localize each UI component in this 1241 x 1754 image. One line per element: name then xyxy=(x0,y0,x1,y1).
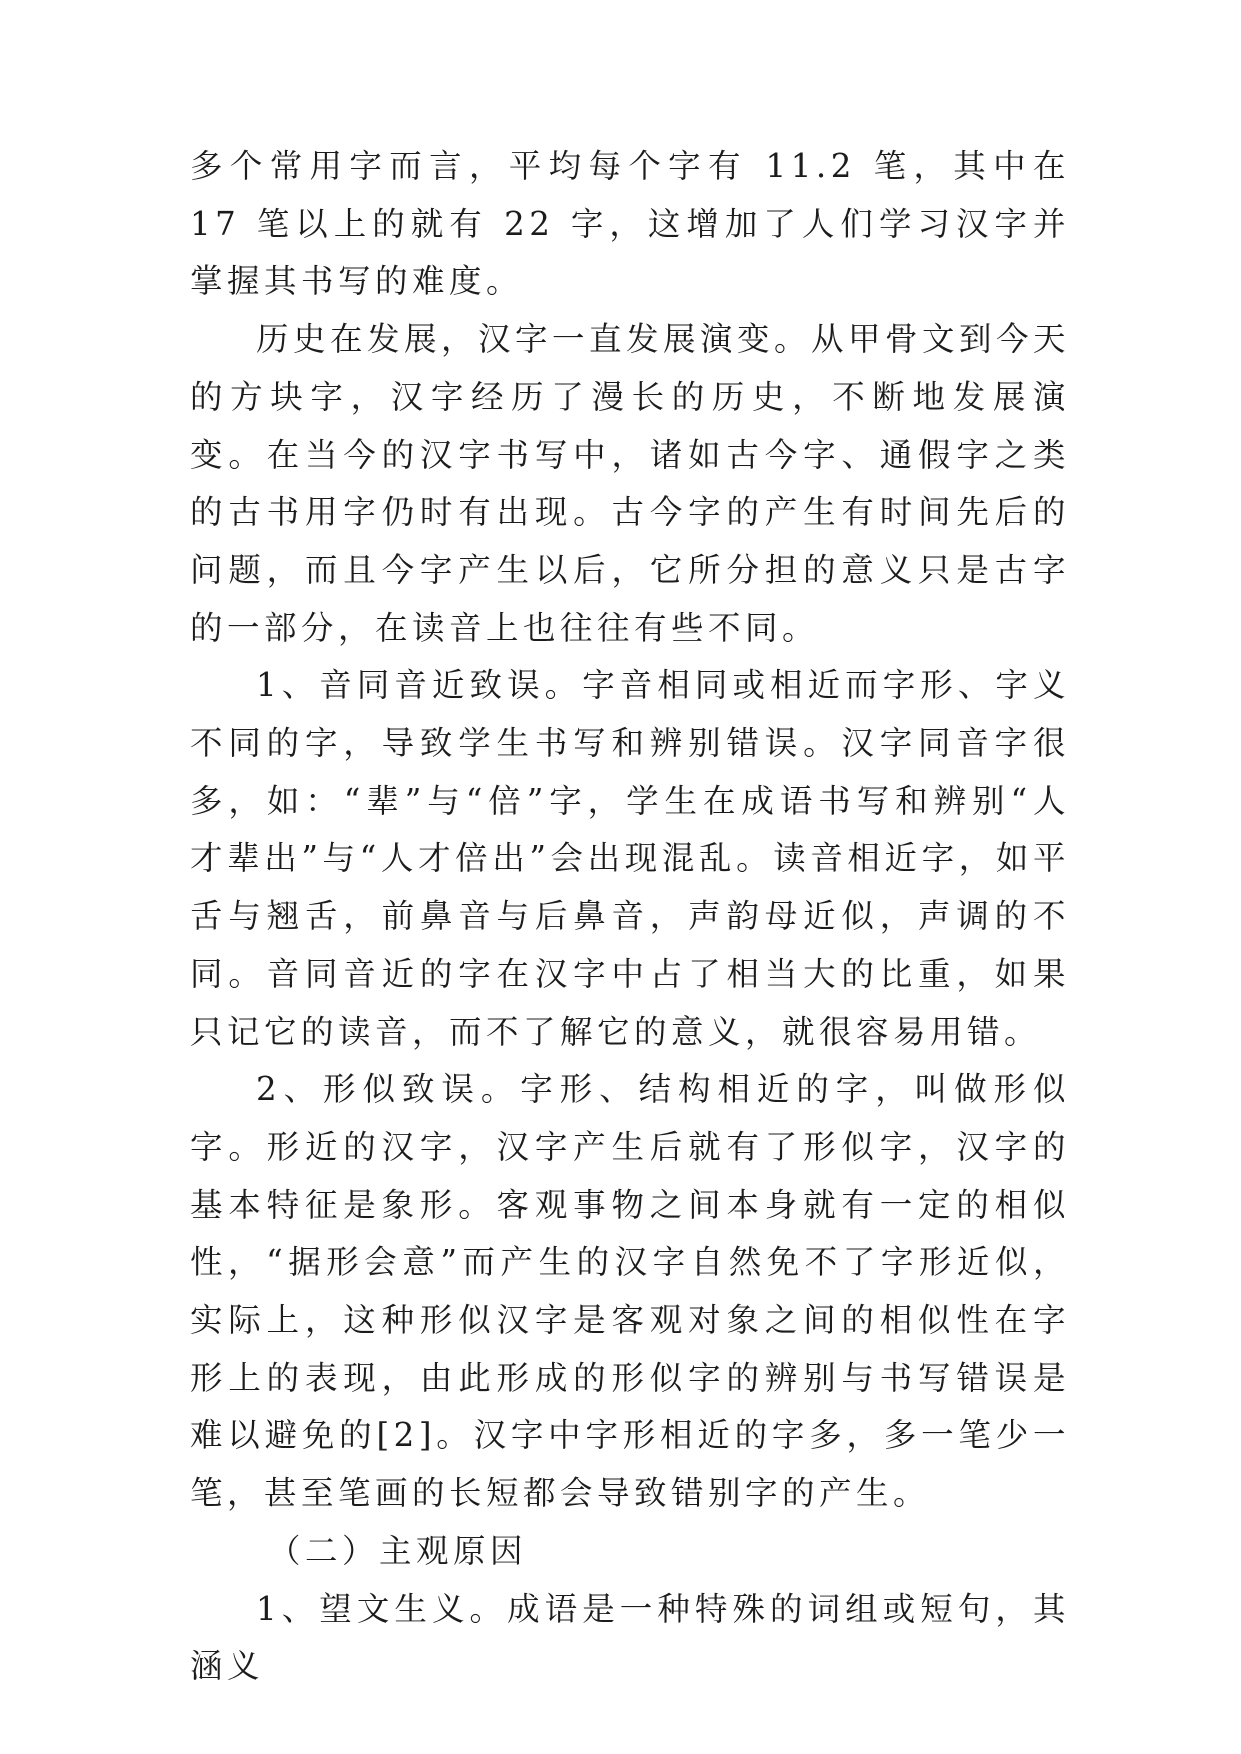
section-heading-subjective-causes: （二）主观原因 xyxy=(268,1531,528,1570)
paragraph-literal-interpretation: 1、望文生义。成语是一种特殊的词组或短句，其涵义 xyxy=(190,1589,1070,1686)
paragraph-history: 历史在发展，汉字一直发展演变。从甲骨文到今天的方块字，汉字经历了漫长的历史，不断地发展演变。在当今的汉字书写中，诸如古今字、通假字之类的古书用字仍时有出现。古今字的产生有时间先后的问题，而且今字产生以后，它所分担的意义只是古字的一部分，在读音上也往往有些不同。 xyxy=(190,320,1071,647)
document-page xyxy=(190,138,1070,1696)
paragraph-continued: 多个常用字而言，平均每个字有 11.2 笔，其中在 17 笔以上的就有 22 字，这增加了人们学习汉字并掌握其书写的难度。 xyxy=(190,147,1070,301)
paragraph-shape-errors: 2、形似致误。字形、结构相近的字，叫做形似字。形近的汉字，汉字产生后就有了形似字，汉字的基本特征是象形。客观事物之间本身就有一定的相似性，“据形会意”而产生的汉字自然免不了字形近似，实际上，这种形似汉字是客观对象之间的相似性在字形上的表现，由此形成的形似字的辨别与书写错误是难以避免的[2]。汉字中字形相近的字多，多一笔少一笔，甚至笔画的长短都会导致错别字的产生。 xyxy=(190,1070,1070,1513)
paragraph-homophone-errors: 1、音同音近致误。字音相同或相近而字形、字义不同的字，导致学生书写和辨别错误。汉字同音字很多，如：“辈”与“倍”字，学生在成语书写和辨别“人才辈出”与“人才倍出”会出现混乱。读音相近字，如平舌与翘舌，前鼻音与后鼻音，声韵母近似，声调的不同。音同音近的字在汉字中占了相当大的比重，如果只记它的读音，而不了解它的意义，就很容易用错。 xyxy=(190,666,1070,1051)
